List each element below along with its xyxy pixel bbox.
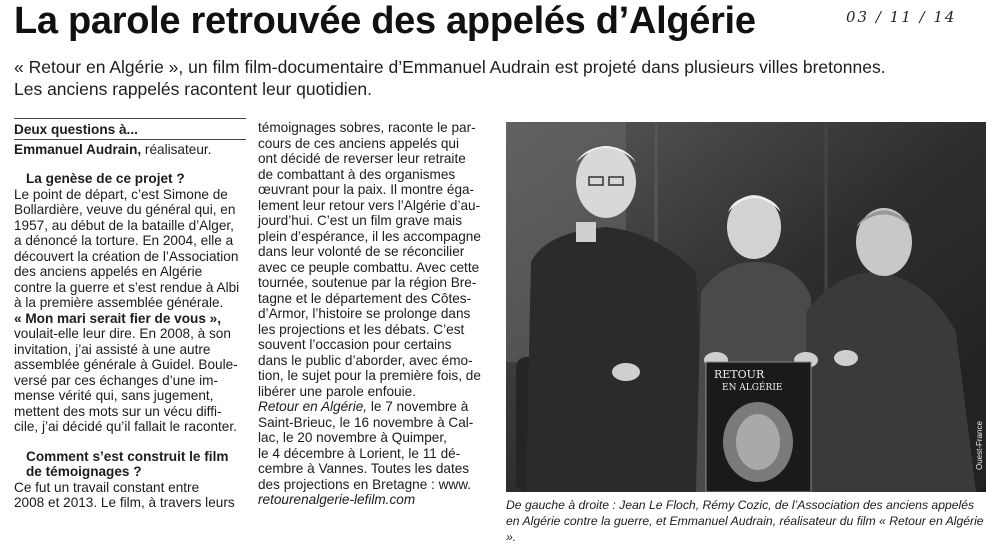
answer-1-line: mettent des mots sur un vécu diffi-: [14, 403, 222, 419]
column-2-line: tagne et le département des Côtes-: [258, 290, 472, 306]
poster-title-line-1: RETOUR: [714, 368, 765, 381]
interviewee-role: réalisateur.: [141, 141, 212, 157]
question-2-line-1: Comment s’est construit le film: [26, 448, 229, 464]
screening-line-1: Retour en Algérie, le 7 novembre à: [258, 399, 469, 414]
answer-1-line: des anciens appelés en Algérie: [14, 264, 203, 279]
column-2: [258, 120, 495, 508]
column-2-line: avec ce peuple combattu. Avec cette: [258, 259, 480, 275]
column-2-line: plein d’espérance, il les accompagne: [258, 228, 481, 244]
column-2-line: souvent l’occasion pour certains: [258, 337, 452, 352]
answer-1-line: a dénoncé la torture. En 2004, elle a: [14, 233, 234, 248]
answer-1-line: versé par ces échanges d’une im-: [14, 372, 219, 388]
answer-1-line: invitation, j’ai assisté à une autre: [14, 341, 211, 357]
column-1: [14, 122, 244, 511]
question-1: La genèse de ce projet ?: [26, 171, 185, 186]
column-2-line: lement leur retour vers l’Algérie d’au-: [258, 197, 481, 213]
answer-1-line: Bollardière, veuve du général qui, en: [14, 202, 236, 217]
screening-line: le 4 décembre à Lorient, le 11 dé-: [258, 445, 461, 461]
answer-1-line: voulait-elle leur dire. En 2008, à son: [14, 326, 231, 341]
column-2-line: ont décidé de reverser leur retraite: [258, 151, 466, 166]
answer-1-continued: [14, 326, 244, 435]
column-2-line: cours de ces anciens appelés qui: [258, 135, 460, 151]
answer-1-line: découvert la création de l’Association: [14, 248, 239, 264]
answer-1-line: assemblée générale à Guidel. Boule-: [14, 357, 238, 372]
answer-1-line: cile, j’ai décidé qu’il fallait le raconter.: [14, 419, 237, 434]
column-2-line: dans le public d’aborder, avec émo-: [258, 352, 473, 368]
section-divider: [14, 139, 246, 140]
screening-line: lac, le 20 novembre à Quimper,: [258, 430, 447, 445]
photo-credit: Ouest-France: [975, 421, 984, 470]
screening-line: Saint-Brieuc, le 16 novembre à Cal-: [258, 414, 474, 430]
photo-caption: De gauche à droite : Jean Le Floch, Rémy Cozic, de l’Association des anciens appelés en Algérie contre la guerre, et Emmanuel Audrain, réalisateur du film « Retour en Algérie ».: [506, 498, 984, 544]
website-link: retourenalgerie-lefilm.com: [258, 492, 416, 507]
answer-2-line: 2008 et 2013. Le film, à travers leurs: [14, 495, 235, 510]
answer-1-line: mense vérité qui, sans jugement,: [14, 388, 214, 403]
column-2-line: œuvrant pour la paix. Il montre éga-: [258, 182, 475, 197]
answer-1-line: contre la guerre et s’est rendue à Albi: [14, 279, 240, 295]
column-2-line: de combattant à des organismes: [258, 166, 456, 182]
column-2-line: dans leur volonté de se réconcilier: [258, 244, 465, 259]
article-photo: [506, 122, 986, 492]
answer-1-line: à la première assemblée générale.: [14, 295, 224, 310]
column-2-line: tion, le sujet pour la première fois, de: [258, 368, 481, 383]
column-2-line: tournée, soutenue par la région Bre-: [258, 275, 477, 290]
answer-2: [14, 480, 244, 511]
column-2-line: d’Armor, l’histoire se prolonge dans: [258, 306, 471, 321]
screening-line: des projections en Bretagne : www.: [258, 476, 472, 492]
poster-title-line-2: EN ALGÉRIE: [722, 383, 783, 393]
screening-line: cembre à Vannes. Toutes les dates: [258, 461, 470, 476]
column-2-line: témoignages sobres, raconte le par-: [258, 120, 476, 135]
photo-illustration: [506, 122, 986, 492]
answer-1: [14, 187, 244, 311]
interviewee-name: Emmanuel Audrain,: [14, 141, 142, 157]
section-heading: Deux questions à...: [14, 122, 138, 137]
handwritten-date: 03 / 11 / 14: [846, 8, 957, 26]
screening-dates: [258, 415, 495, 493]
column-2-line: libérer une parole enfouie.: [258, 383, 416, 399]
headline: La parole retrouvée des appelés d’Algérie: [14, 0, 756, 42]
answer-1-line: 1957, au début de la bataille d’Alger,: [14, 217, 234, 233]
column-2-line: les projections et les débats. C’est: [258, 321, 465, 337]
column-2-line: jourd’hui. C’est un film grave mais: [258, 213, 462, 228]
screening-film-title: Retour en Algérie,: [258, 399, 368, 414]
question-2-line-2: de témoignages ?: [26, 464, 142, 479]
standfirst: « Retour en Algérie », un film film-documentaire d’Emmanuel Audrain est projeté dans plusieurs villes bretonnes. Les anciens rappelés racontent leur quotidien.: [14, 57, 886, 99]
column1-top-rule: [14, 118, 246, 119]
answer-2-line: Ce fut un travail constant entre: [14, 479, 200, 495]
interviewee-line: [14, 142, 244, 158]
answer-1-quote: « Mon mari serait fier de vous »,: [14, 310, 221, 326]
answer-1-line: Le point de départ, c’est Simone de: [14, 186, 228, 202]
column-2-body: [258, 120, 495, 399]
